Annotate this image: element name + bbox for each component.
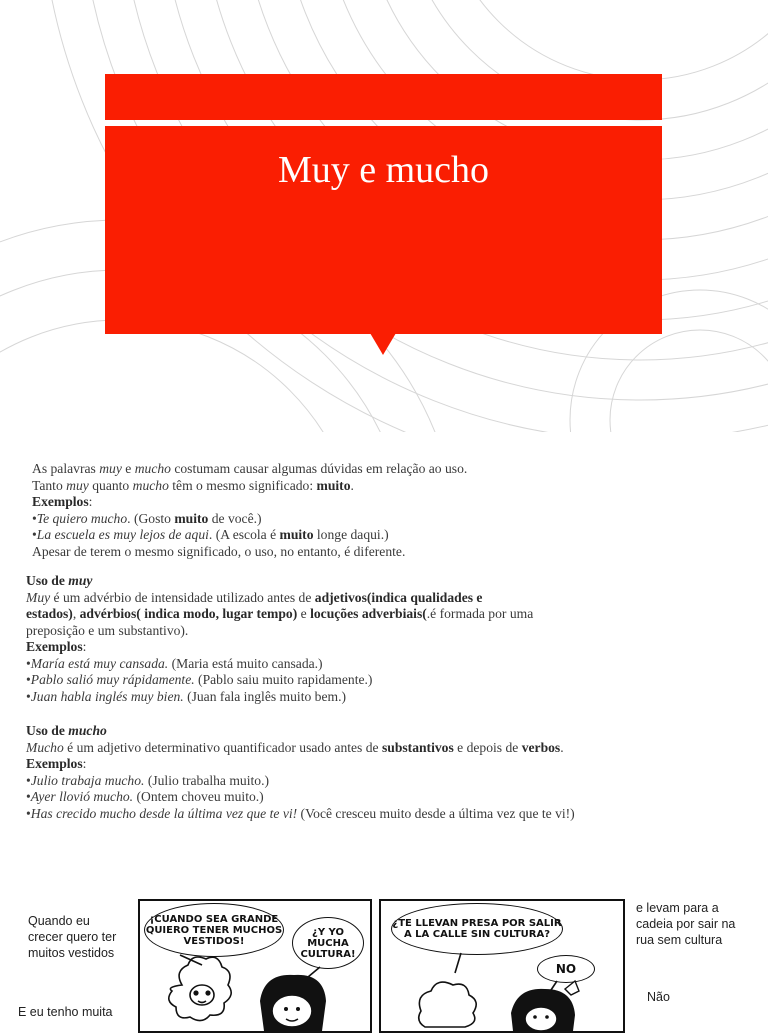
title-pointer: [370, 333, 396, 355]
mucho-example-2: •Ayer llovió mucho. (Ontem choveu muito.): [26, 789, 264, 804]
mucho-example-3: •Has crecido mucho desde la última vez que te vi! (Você cresceu muito desde a última vez que te vi!): [26, 805, 575, 821]
mucho-line-1: Mucho é um adjetivo determinativo quantificador usado antes de substantivos e depois de verbos.: [26, 739, 564, 755]
muy-example-2: •Pablo salió muy rápidamente. (Pablo saiu muito rapidamente.): [26, 672, 373, 687]
intro-line-2: Tanto muy quanto mucho têm o mesmo significado: muito.: [32, 477, 354, 493]
muy-examples-label: Exemplos:: [26, 639, 87, 654]
title-box: [105, 126, 662, 334]
intro-example-2: •La escuela es muy lejos de aqui. (A escola é muito longe daqui.): [32, 527, 389, 542]
comic-caption-right-2: Não: [647, 990, 670, 1004]
comic-caption-right: e levam para a cadeia por sair na rua sem cultura: [636, 901, 736, 947]
mucho-heading: Uso de mucho: [26, 723, 107, 738]
intro-example-1: •Te quiero mucho. (Gosto muito de você.): [32, 510, 262, 526]
intro-line-1: As palavras muy e mucho costumam causar algumas dúvidas em relação ao uso.: [32, 461, 468, 476]
comic-panel-1: [138, 899, 372, 1033]
intro-section: [32, 461, 467, 560]
muy-example-3: •Juan habla inglés muy bien. (Juan fala inglês muito bem.): [26, 688, 347, 704]
speech-bubble-1: ¡CUANDO SEA GRANDE QUIERO TENER MUCHOS VESTIDOS!: [144, 903, 284, 957]
title-band: [105, 74, 662, 120]
comic-caption-left-2: E eu tenho muita: [18, 1005, 113, 1019]
muy-example-1: •María está muy cansada. (Maria está muito cansada.): [26, 655, 323, 671]
muy-heading: Uso de muy: [26, 573, 93, 588]
speech-bubble-2: ¿Y YO MUCHA CULTURA!: [292, 917, 364, 969]
speech-bubble-4: NO: [537, 955, 595, 983]
muy-line-3: preposição e um substantivo).: [26, 622, 189, 638]
muy-section: [26, 573, 533, 705]
comic-panel-2: [379, 899, 625, 1033]
mucho-section: [26, 723, 575, 822]
intro-last-line: Apesar de terem o mesmo significado, o uso, no entanto, é diferente.: [32, 543, 406, 559]
slide-title: Muy e mucho: [277, 149, 490, 191]
comic-drawing-1: [140, 901, 370, 1031]
mucho-examples-label: Exemplos:: [26, 756, 87, 771]
muy-line-2: estados), advérbios( indica modo, lugar tempo) e locuções adverbiais(.é formada por uma: [26, 606, 534, 621]
speech-bubble-3: ¿TE LLEVAN PRESA POR SALIR A LA CALLE SIN CULTURA?: [391, 903, 563, 955]
comic-drawing-2: [381, 901, 623, 1031]
mucho-example-1: •Julio trabaja mucho. (Julio trabalha muito.): [26, 772, 270, 788]
intro-examples-label: Exemplos:: [32, 494, 93, 509]
title-slide: [0, 0, 768, 432]
comic-caption-left: Quando eu crecer quero ter muitos vestidos: [28, 914, 117, 960]
muy-line-1: Muy é um advérbio de intensidade utilizado antes de adjetivos(indica qualidades e: [26, 589, 483, 605]
